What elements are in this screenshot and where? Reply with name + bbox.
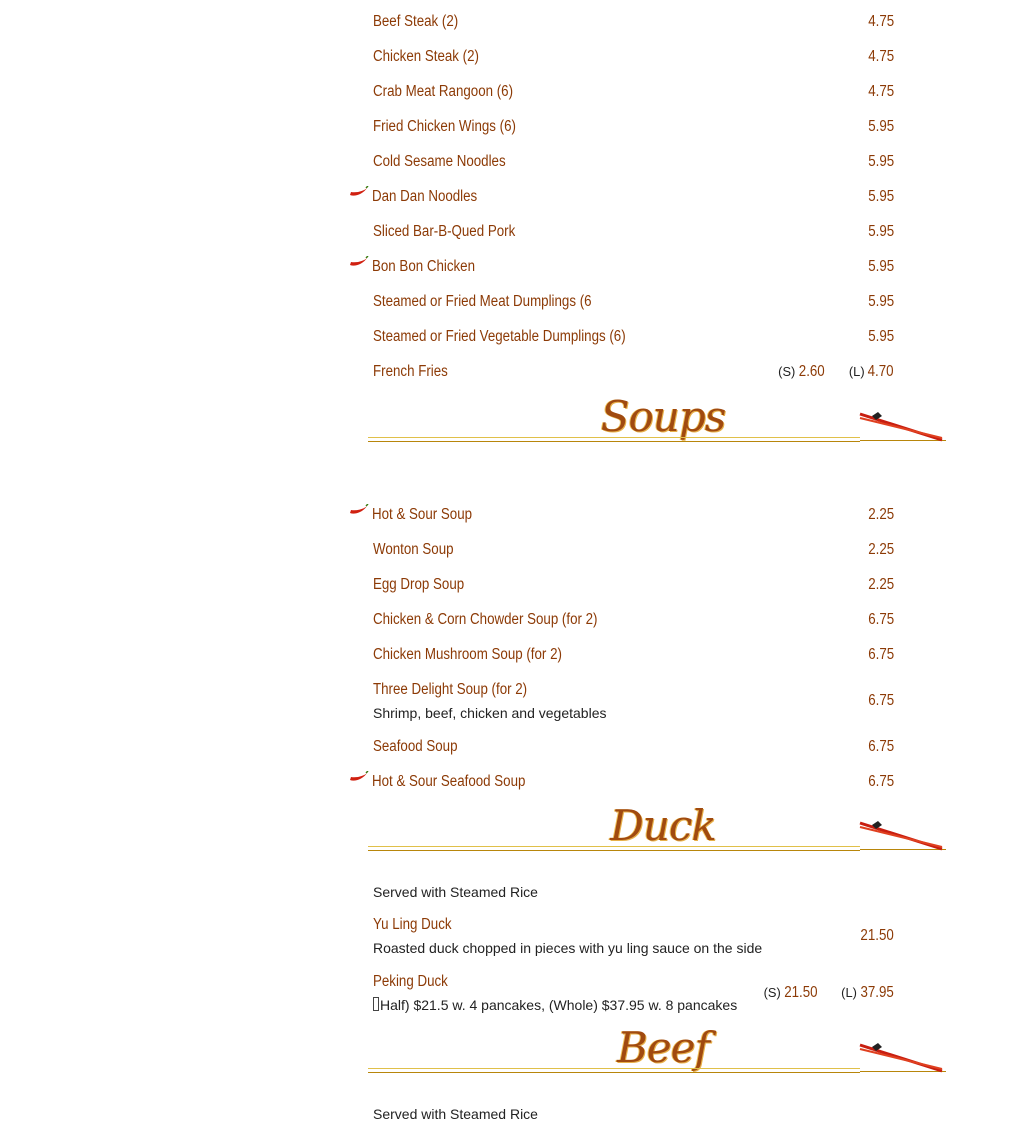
item-price: 5.95 bbox=[868, 153, 894, 170]
item-price: 6.75 bbox=[868, 611, 894, 628]
item-name: Steamed or Fried Vegetable Dumplings (6) bbox=[373, 328, 626, 345]
item-name: Hot & Sour Seafood Soup bbox=[372, 773, 526, 790]
divider bbox=[368, 1068, 860, 1073]
item-name: Sliced Bar-B-Qued Pork bbox=[373, 223, 516, 240]
section-header-beef bbox=[368, 1023, 946, 1083]
item-price: 21.50 bbox=[860, 927, 894, 944]
item-name: Chicken Mushroom Soup (for 2) bbox=[373, 646, 562, 663]
section-title: Duck bbox=[610, 801, 716, 850]
item-name: Seafood Soup bbox=[373, 738, 458, 755]
item-name: Crab Meat Rangoon (6) bbox=[373, 83, 514, 100]
item-price: 5.95 bbox=[868, 223, 894, 240]
item-name: Hot & Sour Soup bbox=[372, 506, 473, 523]
item-name: Egg Drop Soup bbox=[373, 576, 465, 593]
chili-pepper-icon bbox=[349, 771, 369, 783]
item-name: Chicken & Corn Chowder Soup (for 2) bbox=[373, 611, 598, 628]
item-price: 2.25 bbox=[868, 541, 894, 558]
size-label-large: (L) bbox=[841, 985, 858, 1000]
price-large: 37.95 bbox=[860, 984, 894, 1001]
item-price: 4.75 bbox=[868, 13, 894, 30]
served-with-note: Served with Steamed Rice bbox=[373, 1106, 538, 1122]
price-small: 2.60 bbox=[799, 363, 826, 380]
item-price: 5.95 bbox=[868, 293, 894, 310]
chili-pepper-icon bbox=[349, 256, 369, 268]
item-name: Cold Sesame Noodles bbox=[373, 153, 506, 170]
item-price: 6.75 bbox=[868, 692, 894, 709]
item-price: 2.25 bbox=[868, 576, 894, 593]
item-price: 6.75 bbox=[868, 738, 894, 755]
price-large: 4.70 bbox=[868, 363, 894, 380]
item-name: Beef Steak (2) bbox=[373, 13, 459, 30]
item-name: Steamed or Fried Meat Dumplings (6 bbox=[373, 293, 592, 310]
chopsticks-icon bbox=[858, 811, 948, 851]
item-name: Dan Dan Noodles bbox=[372, 188, 478, 205]
item-name: Chicken Steak (2) bbox=[373, 48, 479, 65]
chili-pepper-icon bbox=[349, 504, 369, 516]
divider bbox=[368, 846, 860, 851]
section-title: Beef bbox=[616, 1023, 710, 1072]
size-label-small: (S) bbox=[763, 985, 781, 1000]
item-price: 6.75 bbox=[868, 773, 894, 790]
item-name: Yu Ling Duck bbox=[373, 916, 452, 933]
section-header-soups bbox=[368, 392, 946, 452]
chili-pepper-icon bbox=[349, 186, 369, 198]
item-price-sizes bbox=[763, 984, 894, 1002]
item-name: Peking Duck bbox=[373, 973, 448, 990]
section-title: Soups bbox=[600, 392, 726, 441]
item-price: 4.75 bbox=[868, 48, 894, 65]
item-description: Roasted duck chopped in pieces with yu ling sauce on the side bbox=[373, 940, 763, 956]
item-description: Half) $21.5 w. 4 pancakes, (Whole) $37.95 w. 8 pancakes bbox=[373, 997, 737, 1013]
size-label-large: (L) bbox=[848, 364, 865, 379]
served-with-note: Served with Steamed Rice bbox=[373, 884, 538, 900]
item-name: Bon Bon Chicken bbox=[372, 258, 476, 275]
item-price: 6.75 bbox=[868, 646, 894, 663]
item-price: 5.95 bbox=[868, 188, 894, 205]
item-name: Three Delight Soup (for 2) bbox=[373, 681, 528, 698]
item-description: Shrimp, beef, chicken and vegetables bbox=[373, 705, 607, 721]
item-name: Fried Chicken Wings (6) bbox=[373, 118, 516, 135]
price-small: 21.50 bbox=[784, 984, 818, 1001]
item-price: 5.95 bbox=[868, 258, 894, 275]
item-price: 2.25 bbox=[868, 506, 894, 523]
chopsticks-icon bbox=[858, 1033, 948, 1073]
item-price-sizes bbox=[778, 363, 894, 381]
size-label-small: (S) bbox=[778, 364, 796, 379]
item-name: French Fries bbox=[373, 363, 448, 380]
item-name: Wonton Soup bbox=[373, 541, 454, 558]
divider bbox=[368, 437, 860, 442]
chopsticks-icon bbox=[858, 402, 948, 442]
section-header-duck bbox=[368, 801, 946, 861]
item-price: 5.95 bbox=[868, 328, 894, 345]
item-price: 5.95 bbox=[868, 118, 894, 135]
item-price: 4.75 bbox=[868, 83, 894, 100]
